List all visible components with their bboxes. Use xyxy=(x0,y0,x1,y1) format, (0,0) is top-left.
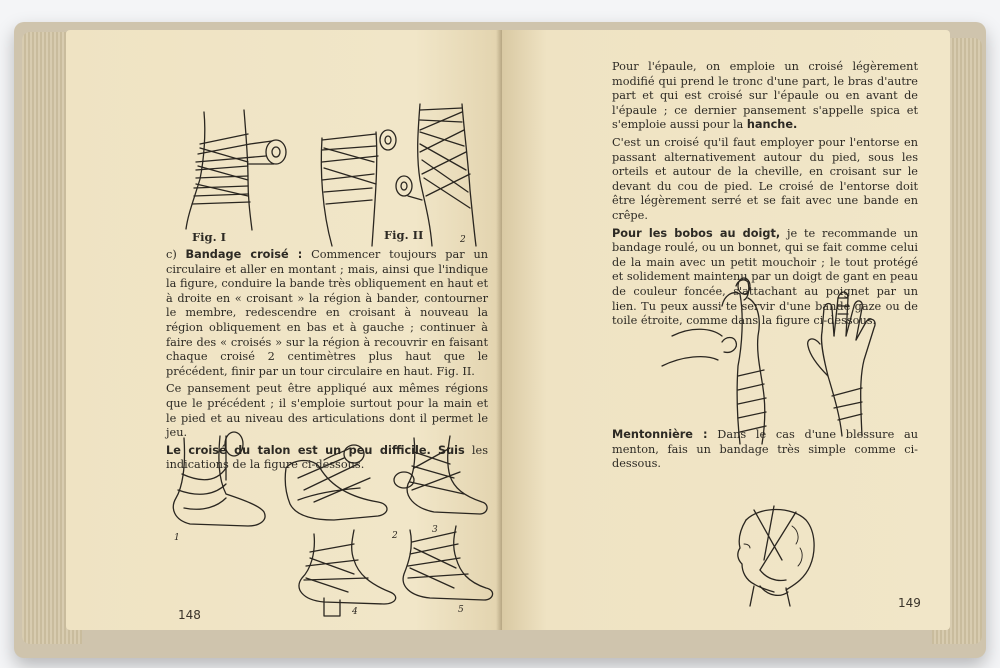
suis-bold-text: Suis xyxy=(437,443,465,457)
application-paragraph: Ce pansement peut être appliqué aux mêmes régions que le précédent ; il s'emploie surtout pour la main et le pied et au niveau des articulations dont il permet le jeu. xyxy=(166,382,488,440)
bandage-croise-paragraph xyxy=(166,248,488,379)
finger-bandage-illustration xyxy=(652,276,892,446)
epaule-text: Pour l'épaule, on emploie un croisé légèrement modifié qui prend le tronc d'une part, le bras d'autre part et qui est croisé sur l'épaule ou en avant de l'épaule ; ce dernier pansement s'appelle spica et s'emploie aussi pour la xyxy=(612,60,918,132)
fig1-wrist-bandage-illustration xyxy=(174,104,314,236)
mentonniere-paragraph xyxy=(612,428,918,472)
mentonniere-label: Mentonnière : xyxy=(612,428,708,441)
right-page-number: 149 xyxy=(898,596,921,610)
mentonniere-text-block xyxy=(612,428,918,475)
fig2-leg-bandage-illustration xyxy=(312,100,492,248)
fig2-caption: Fig. II xyxy=(384,228,424,242)
hanche-bold-text: hanche. xyxy=(746,118,798,132)
bandage-croise-label: Bandage croisé : xyxy=(185,248,303,261)
paragraph-prefix: c) xyxy=(166,248,177,261)
foot-label-5: 5 xyxy=(458,605,464,615)
foot-step-3 xyxy=(394,436,487,535)
talon-bold-text: Le croisé du talon est un peu difficile. xyxy=(166,443,431,457)
bobos-doigt-text: je te recommande un bandage roulé, ou un bonnet, qui se fait comme celui de la main avec un petit mouchoir ; le tout protégé et solidement maintenu par un doigt de gant en peau de couleur foncée, s'attachant au poignet par un lien. Tu peux aussi te servir d'une bande gaze ou de toile étroite, comme dans la figure ci-dessous. xyxy=(612,226,919,328)
bobos-doigt-label: Pour les bobos au doigt, xyxy=(612,226,781,240)
heel-bandage-sequence-illustration xyxy=(164,428,494,618)
left-page-number: 148 xyxy=(178,608,201,622)
left-page xyxy=(66,30,502,630)
entorse-paragraph: C'est un croisé qu'il faut employer pour l'entorse en passant alternativement autour du pied, sous les orteils et autour de la cheville, en croisant sur le devant du cou de pied. Le croisé de l'entorse doit être légèrement serré et se fait avec une bande en crêpe. xyxy=(612,135,918,222)
talon-text: les indications de la figure ci-dessous. xyxy=(166,443,488,472)
foot-label-4: 4 xyxy=(352,607,358,617)
foot-step-2 xyxy=(285,445,398,541)
chin-bandage-head-illustration xyxy=(720,500,830,610)
foot-label-3: 3 xyxy=(432,525,438,535)
fig1-caption: Fig. I xyxy=(192,230,226,244)
right-page xyxy=(502,30,950,630)
mentonniere-text: Dans le cas d'une blessure au menton, fais un bandage très simple comme ci-dessous. xyxy=(612,428,918,471)
fig2-number-label: 2 xyxy=(460,235,466,245)
bandage-croise-text: Commencer toujours par un circulaire et aller en montant ; mais, ainsi que l'indique la figure, conduire la bande très obliquement en haut et à droite en « croisant » la région à bander, contourner le membre, redescendre en croisant à nouveau la région obliquement en bas et à gauche ; continuer à faire des « croisés » sur la région à recouvrir en faisant chaque croisé 2 centimètres plus haut que le précédent, finir par un tour circulaire en haut. Fig. II. xyxy=(166,248,488,378)
foot-step-1 xyxy=(173,432,265,543)
foot-step-4 xyxy=(299,530,396,617)
foot-label-2: 2 xyxy=(392,531,398,541)
foot-label-1: 1 xyxy=(174,533,180,543)
foot-step-5 xyxy=(403,526,492,615)
epaule-paragraph xyxy=(612,60,918,133)
